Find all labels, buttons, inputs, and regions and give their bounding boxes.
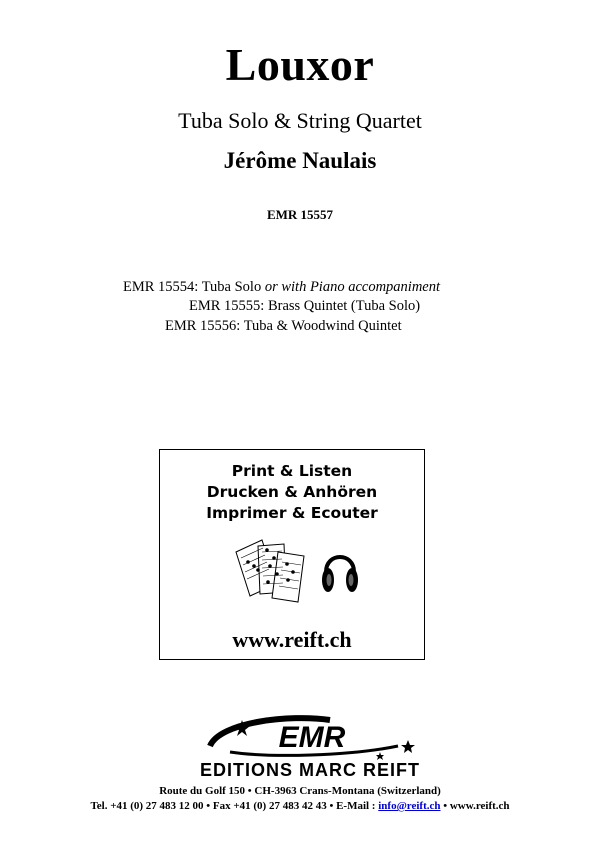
publisher-name: EDITIONS MARC REIFT: [200, 760, 420, 780]
sheet-music-icon: [232, 538, 310, 604]
contact-phone-fax: Tel. +41 (0) 27 483 12 00 • Fax +41 (0) 27 483 42 43 • E-Mail :: [90, 800, 379, 812]
catalog-number: EMR 15557: [266, 207, 334, 222]
emr-logo: [180, 712, 440, 782]
publisher-contact: [0, 800, 600, 812]
edition-line-1-italic: or with Piano accompaniment: [264, 279, 441, 295]
headphones-icon: [320, 542, 360, 598]
logo-emr-text: EMR: [278, 721, 346, 754]
edition-line-1-text: EMR 15554: Tuba Solo: [123, 279, 265, 295]
website-url[interactable]: www.reift.ch: [232, 627, 352, 652]
email-link[interactable]: info@reift.ch: [378, 800, 441, 812]
print-listen-box: [159, 449, 425, 660]
promo-line-english: Print & Listen: [231, 462, 353, 480]
contact-website: • www.reift.ch: [440, 800, 510, 812]
promo-line-german: Drucken & Anhören: [206, 483, 378, 501]
publisher-address: Route du Golf 150 • CH-3963 Crans-Montana (Switzerland): [159, 785, 441, 797]
edition-line-3: EMR 15556: Tuba & Woodwind Quintet: [165, 318, 402, 334]
edition-line-1: [123, 279, 440, 296]
page-title: Louxor: [225, 39, 375, 90]
edition-line-2: EMR 15555: Brass Quintet (Tuba Solo): [189, 298, 421, 314]
composer-name: Jérôme Naulais: [223, 148, 377, 173]
promo-line-french: Imprimer & Ecouter: [206, 504, 378, 522]
subtitle: Tuba Solo & String Quartet: [178, 108, 422, 133]
